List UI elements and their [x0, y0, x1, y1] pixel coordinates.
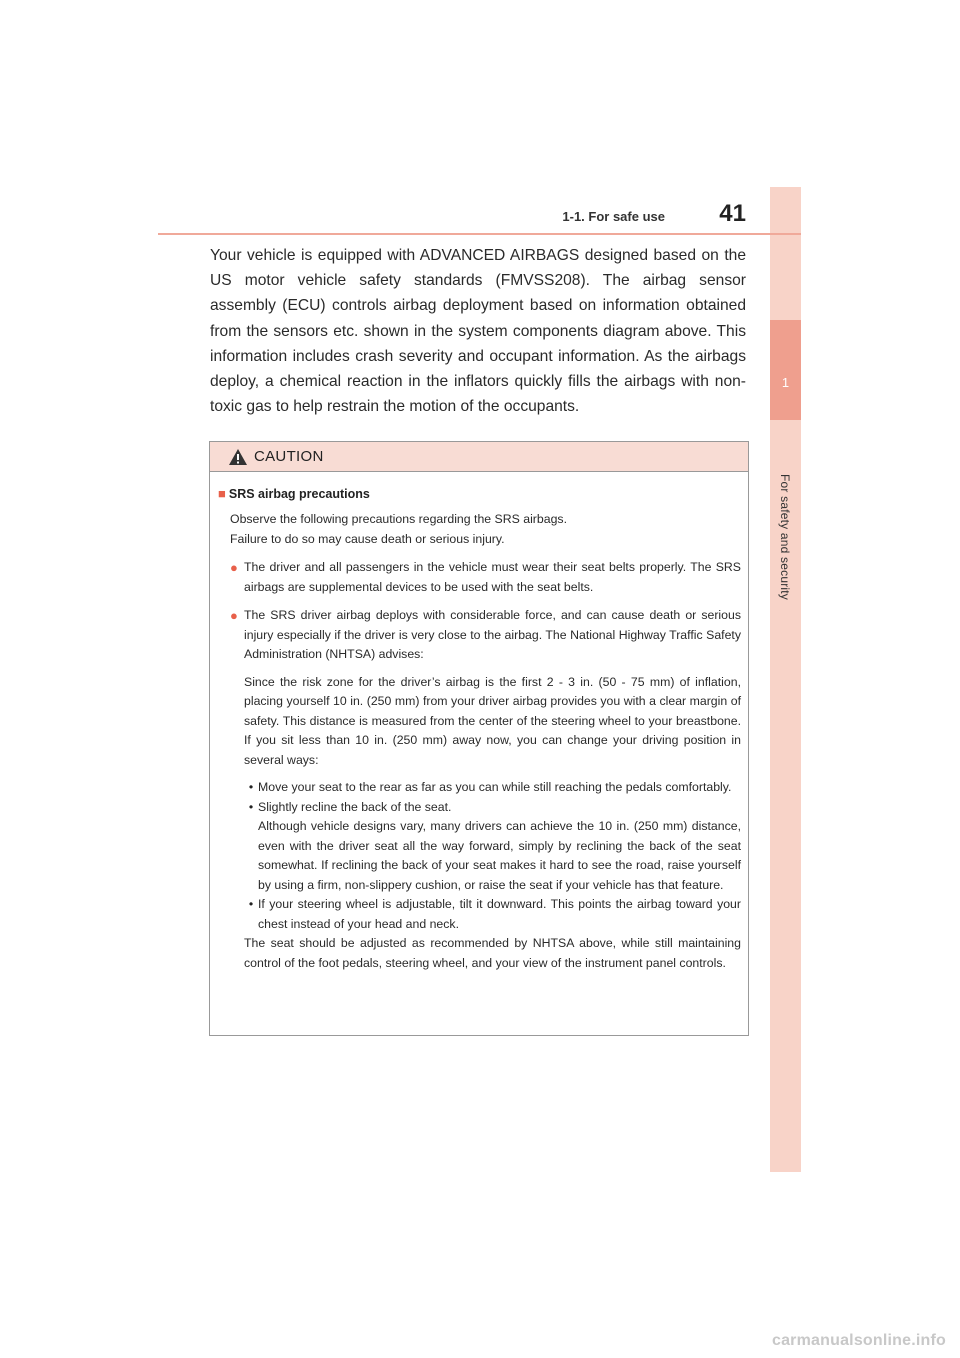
list-item-text: Slightly recline the back of the seat.: [258, 799, 452, 814]
chapter-label: For safety and security: [778, 474, 792, 600]
header-divider: [158, 233, 801, 235]
risk-zone-paragraph: Since the risk zone for the driver’s airbag is the first 2 - 3 in. (50 - 75 mm) of inflation, placing yourself 10 in. (250 mm) from your driver airbag provides you with a clear margin of safety. This distance is measured from the center of the steering wheel to your breastbone. If you sit less than 10 in. (250 mm) away now, you can change your driving position in several ways:: [244, 674, 741, 767]
precautions-subhead: [218, 486, 741, 501]
bullet-seat-belts: [230, 558, 741, 597]
circle-bullet-icon: ●: [230, 608, 238, 623]
lead-line-1: Observe the following precautions regarding the SRS airbags.: [230, 512, 567, 526]
dot-bullet-icon: •: [248, 897, 254, 911]
intro-paragraph: Your vehicle is equipped with ADVANCED AIRBAGS designed based on the US motor vehicle safety standards (FMVSS208). The airbag sensor assembly (ECU) controls airbag deployment based on information obtained from the sensors etc. shown in the system components diagram above. This information includes crash severity and occupant information. As the airbags deploy, a chemical reaction in the inflators quickly fills the airbags with non-toxic gas to help restrain the motion of the occupants.: [210, 247, 746, 416]
list-item-text: If your steering wheel is adjustable, tilt it downward. This points the airbag toward your chest instead of your head and neck.: [258, 897, 741, 931]
page-number: 41: [719, 200, 746, 227]
watermark: carmanualsonline.info: [771, 1332, 946, 1349]
warning-triangle-icon: [228, 448, 248, 466]
lead-line-2: Failure to do so may cause death or serious injury.: [230, 531, 505, 546]
driving-position-list: [244, 778, 741, 934]
list-item: [244, 778, 741, 798]
list-item: [244, 798, 741, 818]
bullet-driver-airbag: [230, 606, 741, 665]
caution-title: CAUTION: [254, 448, 324, 465]
caution-header: [210, 442, 748, 472]
chapter-number: 1: [781, 375, 790, 390]
square-bullet-icon: ■: [218, 486, 226, 501]
caution-box: [209, 441, 749, 1036]
closing-paragraph: The seat should be adjusted as recommended by NHTSA above, while still maintaining control of the foot pedals, steering wheel, and your view of the instrument panel controls.: [244, 936, 741, 970]
dot-bullet-icon: •: [248, 799, 254, 814]
subhead-text: SRS airbag precautions: [228, 486, 370, 501]
caution-body: [210, 472, 748, 973]
list-item: [244, 895, 741, 934]
list-item-text: Move your seat to the rear as far as you can while still reaching the pedals comfortably.: [258, 780, 732, 794]
section-title: 1-1. For safe use: [562, 209, 665, 224]
dot-bullet-icon: •: [248, 780, 254, 794]
circle-bullet-icon: ●: [230, 560, 238, 575]
bullet-driver-airbag-text: The SRS driver airbag deploys with considerable force, and can cause death or serious injury especially if the driver is very close to the airbag. The National Highway Traffic Safety Administration (NHTSA) advises:: [244, 608, 741, 661]
list-item-detail: Although vehicle designs vary, many drivers can achieve the 10 in. (250 mm) distance, even with the driver seat all the way forward, simply by reclining the back of the seat somewhat. If reclining the back of your seat makes it hard to see the road, raise yourself by using a firm, non-slippery cushion, or raise the seat if your vehicle has that feature.: [258, 819, 741, 892]
chapter-tab: [770, 320, 801, 420]
lead-text: [230, 510, 741, 549]
bullet-seat-belts-text: The driver and all passengers in the vehicle must wear their seat belts properly. The SRS airbags are supplemental devices to be used with the seat belts.: [244, 560, 741, 594]
